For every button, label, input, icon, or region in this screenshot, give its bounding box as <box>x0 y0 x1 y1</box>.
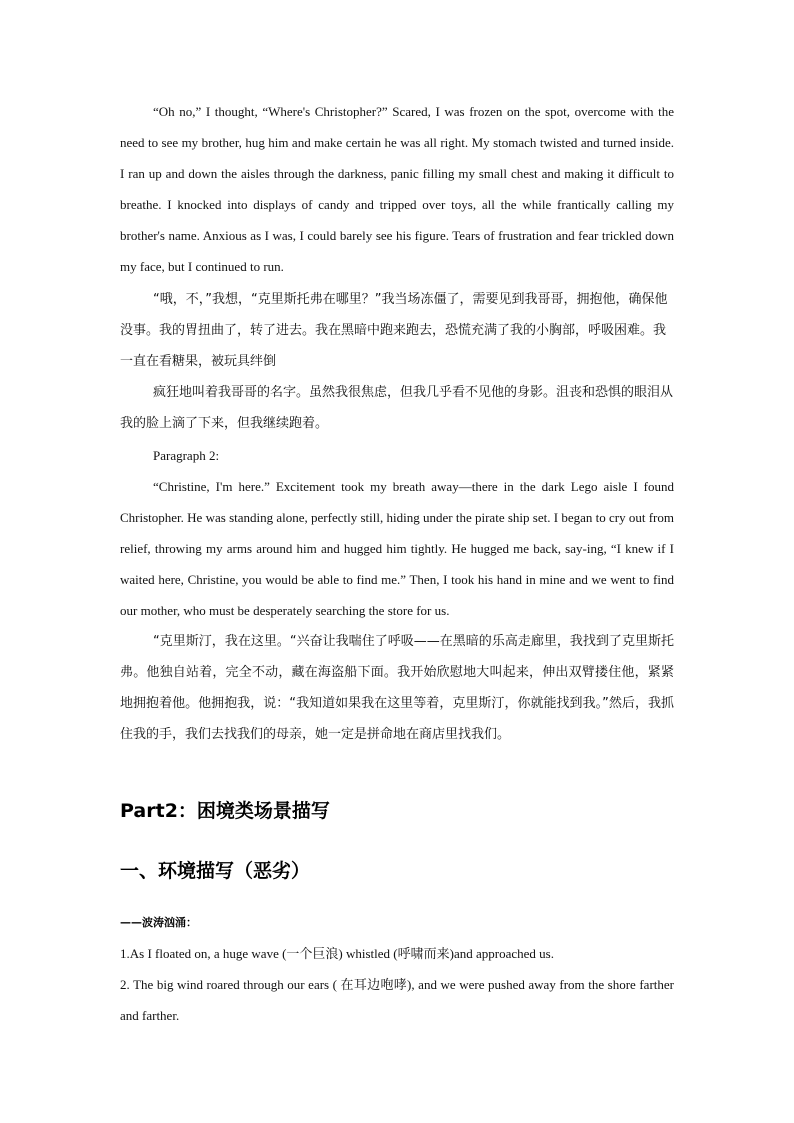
paragraph2-label: Paragraph 2: <box>153 448 220 463</box>
section-title: 一、环境描写（恶劣） <box>120 860 311 882</box>
list-item-2: 2. The big wind roared through our ears ( 在耳边咆哮), and we were pushed away from the shore farther and farther. <box>120 977 674 1023</box>
part2-title: Part2：困境类场景描写 <box>120 800 330 822</box>
paragraph2-chinese: “克里斯汀，我在这里。“兴奋让我喘住了呼吸——在黑暗的乐高走廊里，我找到了克里斯托弗。他独自站着，完全不动，藏在海盗船下面。我开始欣慰地大叫起来，伸出双臂搂住他，紧紧地拥抱着他。他拥抱我，说：“我知道如果我在这里等着，克里斯汀，你就能找到我。”然后，我抓住我的手，我们去找我们的母亲，她一定是拼命地在商店里找我们。 <box>120 634 674 742</box>
subheading: ——波涛汹涌： <box>120 916 197 929</box>
list-item-1: 1.As I floated on, a huge wave (一个巨浪) whistled (呼啸而来)and approached us. <box>120 946 554 961</box>
paragraph1-english: “Oh no,” I thought, “Where's Christopher?” Scared, I was frozen on the spot, overcome with the need to see my brother, hug him and make certain he was all right. My stomach twisted and turned inside. I ran up and down the aisles through the darkness, panic filling my small chest and making it difficult to breathe. I knocked into displays of candy and tripped over toys, all the while frantically calling my brother's name. Anxious as I was, I could barely see his figure. Tears of frustration and fear trickled down my face, but I continued to run. <box>120 104 674 274</box>
paragraph1-english-block <box>120 96 674 282</box>
paragraph2-block <box>120 440 674 750</box>
paragraph1-chinese-2: 疯狂地叫着我哥哥的名字。虽然我很焦虑，但我几乎看不见他的身影。沮丧和恐惧的眼泪从我的脸上滴了下来，但我继续跑着。 <box>120 385 674 431</box>
paragraph1-chinese-block <box>120 284 674 439</box>
paragraph2-english: “Christine, I'm here.” Excitement took my breath away—there in the dark Lego aisle I found Christopher. He was standing alone, perfectly still, hiding under the pirate ship set. I began to cry out from relief, throwing my arms around him and hugged him tightly. He hugged me back, say-ing, “I knew if I waited here, Christine, you would be able to find me.” Then, I took his hand in mine and we went to find our mother, who must be desperately searching the store for us. <box>120 479 674 618</box>
item-list <box>120 938 674 1031</box>
paragraph1-chinese-1: “哦，不，”我想，“克里斯托弗在哪里？”我当场冻僵了，需要见到我哥哥，拥抱他，确保他没事。我的胃扭曲了，转了进去。我在黑暗中跑来跑去，恐慌充满了我的小胸部，呼吸困难。我一直在看糖果，被玩具绊倒 <box>120 292 668 369</box>
